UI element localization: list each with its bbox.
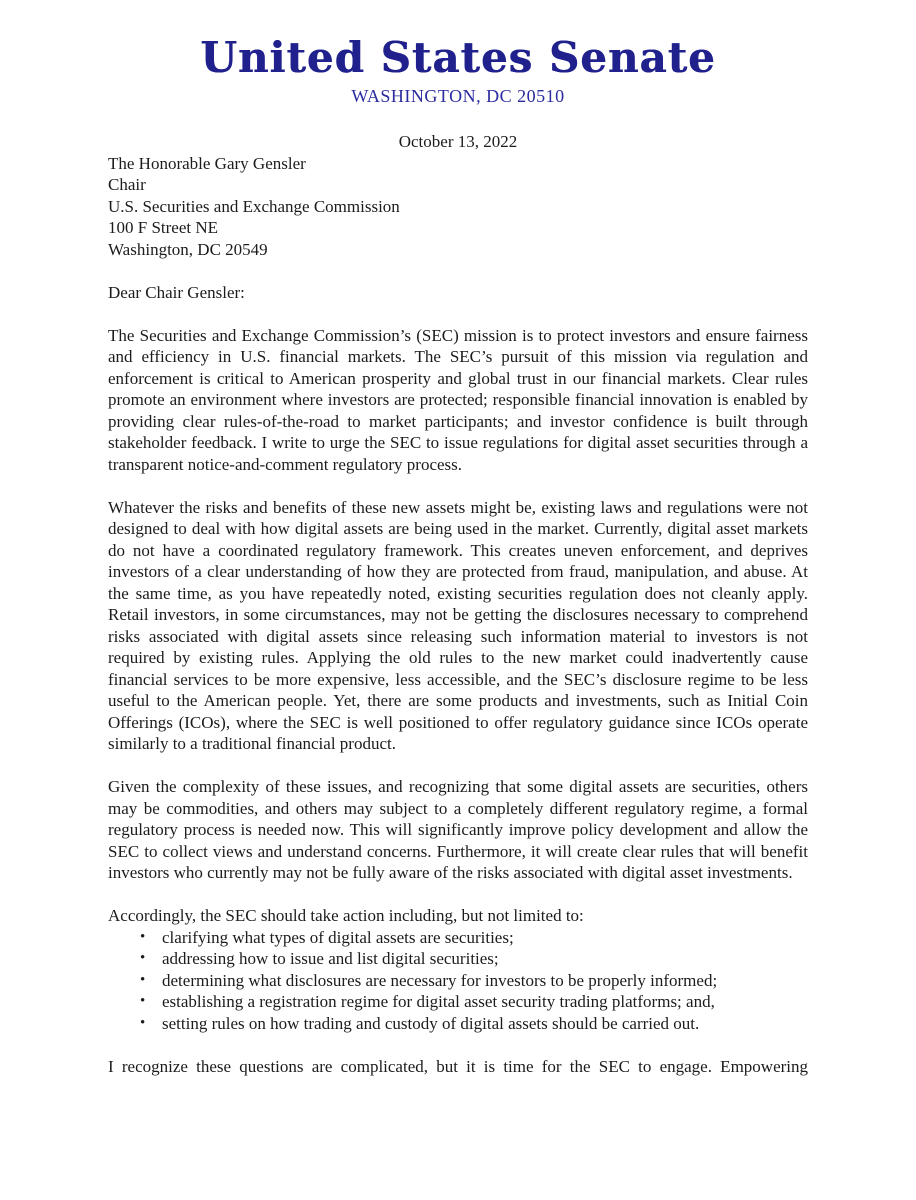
date-line: October 13, 2022 xyxy=(398,132,518,151)
paragraph-complexity: Given the complexity of these issues, and recognizing that some digital assets are securities, others may be commodities, and others may subject to a completely different regulatory regime, a formal regulatory process is needed now. This will significantly improve policy development and allow the SEC to collect views and understand concerns. Furthermore, it will create clear rules that will benefit investors who currently may not be fully aware of the risks associated with digital asset investments. xyxy=(108,777,808,882)
list-item-text: clarifying what types of digital assets are securities; xyxy=(162,927,514,947)
letterhead xyxy=(108,34,808,108)
letterhead-address: WASHINGTON, DC 20510 xyxy=(351,86,565,106)
list-item xyxy=(108,927,808,949)
list-item xyxy=(108,970,808,992)
recipient-street: 100 F Street NE xyxy=(108,218,219,237)
bullet-icon: • xyxy=(140,1014,146,1031)
recipient-block xyxy=(108,153,808,261)
list-item-text: establishing a registration regime for digital asset security trading platforms; and, xyxy=(162,992,715,1011)
list-item xyxy=(108,948,808,970)
list-item-text: addressing how to issue and list digital securities; xyxy=(162,949,499,968)
list-item xyxy=(108,991,808,1013)
recipient-organization: U.S. Securities and Exchange Commission xyxy=(108,196,400,216)
list-item xyxy=(108,1013,808,1035)
bullet-icon: • xyxy=(140,993,146,1009)
paragraph-risks: Whatever the risks and benefits of these new assets might be, existing laws and regulations were not designed to deal with how digital assets are being used in the market. Currently, digital asset markets do not have a coordinated regulatory framework. This creates uneven enforcement, and deprives investors of a clear understanding of how they are protected from fraud, manipulation, and abuse. At the same time, as you have repeatedly noted, existing securities regulation does not cleanly apply. Retail investors, in some circumstances, may not be getting the disclosures necessary to comprehend risks associated with digital assets since releasing such information material to investors is not required by existing rules. Applying the old rules to the new market could inadvertently cause financial services to be more expensive, less accessible, and the SEC’s disclosure regime to be less useful to the American people. Yet, there are some products and investments, such as Initial Coin Offerings (ICOs), where the SEC is well positioned to offer regulatory guidance since ICOs operate similarly to a traditional financial product. xyxy=(108,497,808,753)
recipient-city: Washington, DC 20549 xyxy=(108,239,268,259)
paragraph-mission: The Securities and Exchange Commission’s (SEC) mission is to protect investors and ensure fairness and efficiency in U.S. financial markets. The SEC’s pursuit of this mission via regulation and enforcement is critical to American prosperity and global trust in our financial markets. Clear rules promote an environment where investors are protected; responsible financial innovation is enabled by providing clear rules-of-the-road to market participants; and investor confidence is built through stakeholder feedback. I write to urge the SEC to issue regulations for digital asset securities through a transparent notice-and-comment regulatory process. xyxy=(108,325,808,474)
list-item-text: setting rules on how trading and custody of digital assets should be carried out. xyxy=(162,1013,700,1033)
closing-paragraph: I recognize these questions are complicated, but it is time for the SEC to engage. Empowering xyxy=(108,1056,808,1076)
action-intro: Accordingly, the SEC should take action including, but not limited to: xyxy=(108,906,584,925)
list-item-text: determining what disclosures are necessary for investors to be properly informed; xyxy=(162,970,718,990)
bullet-icon: • xyxy=(140,950,146,966)
bullet-icon: • xyxy=(140,928,146,945)
salutation: Dear Chair Gensler: xyxy=(108,282,245,302)
bullet-icon: • xyxy=(140,971,146,988)
senate-wordmark: United States Senate xyxy=(200,33,716,82)
recipient-title: Chair xyxy=(108,175,146,194)
recipient-name: The Honorable Gary Gensler xyxy=(108,153,306,173)
action-list xyxy=(108,927,808,1035)
